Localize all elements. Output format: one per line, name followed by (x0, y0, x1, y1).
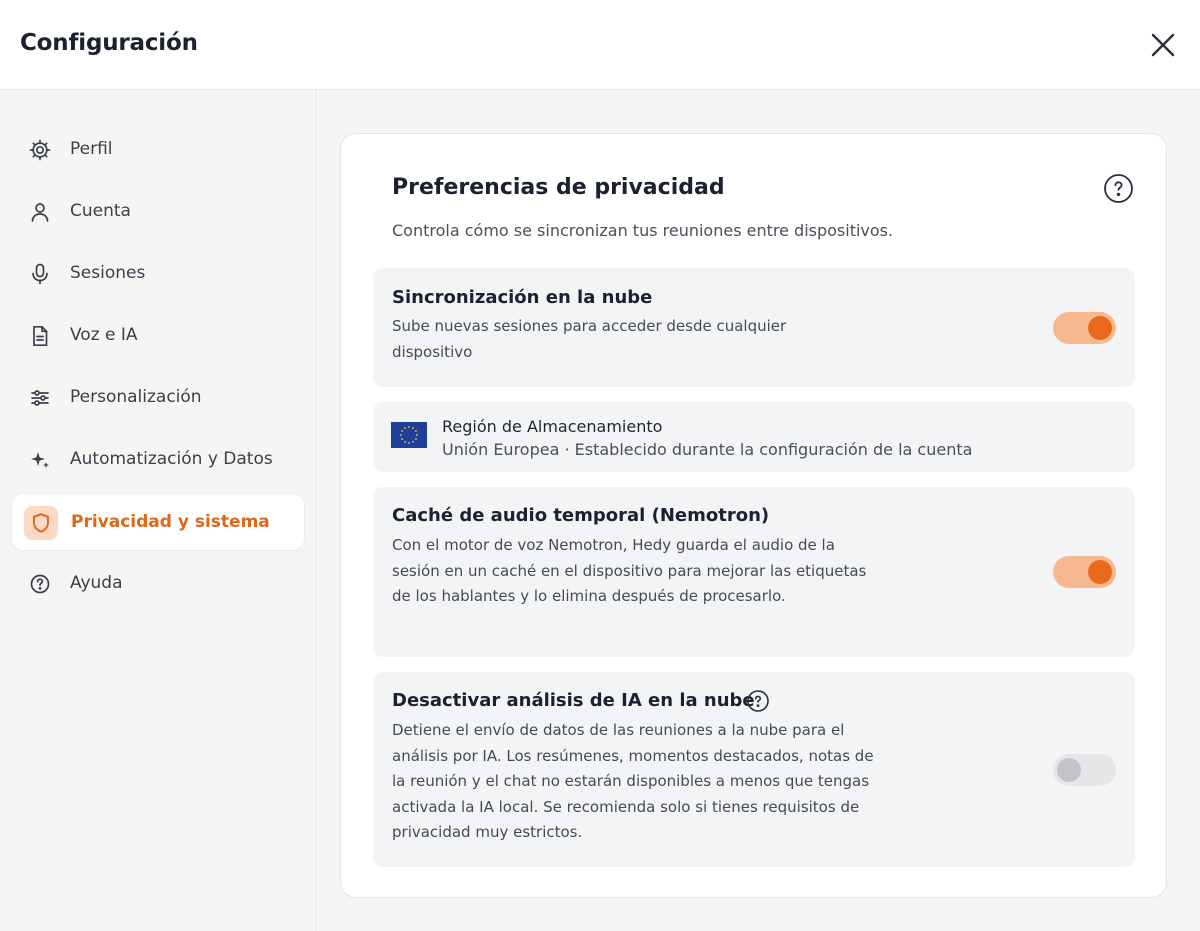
sidebar-item-perfil[interactable] (11, 121, 305, 179)
document-icon (28, 324, 52, 348)
sidebar-item-cuenta[interactable] (11, 183, 305, 241)
help-circle-icon (746, 689, 770, 713)
sidebar-item-label: Ayuda (70, 573, 123, 593)
toggle-knob (1088, 316, 1112, 340)
sidebar-item-voz-e-ia[interactable] (11, 307, 305, 365)
help-button[interactable] (1103, 173, 1134, 204)
sidebar-item-automatizacion-y-datos[interactable] (11, 431, 305, 489)
microphone-icon (28, 262, 52, 286)
disable-cloud-ai-toggle[interactable] (1053, 754, 1116, 786)
toggle-knob (1088, 560, 1112, 584)
help-circle-icon (1103, 173, 1134, 204)
page-title: Configuración (20, 30, 198, 56)
region-title: Región de Almacenamiento (442, 417, 663, 436)
eu-flag-icon (391, 422, 427, 448)
setting-card-cloud-sync (373, 268, 1135, 387)
sidebar-item-label: Voz e IA (70, 325, 138, 345)
setting-card-disable-cloud-ai (373, 672, 1135, 867)
sidebar-item-personalizacion[interactable] (11, 369, 305, 427)
sparkles-icon (28, 448, 52, 472)
header-bar (0, 0, 1200, 90)
sidebar-item-sesiones[interactable] (11, 245, 305, 303)
sidebar-item-label: Privacidad y sistema (71, 512, 270, 532)
shield-icon (29, 511, 53, 535)
cloud-sync-toggle[interactable] (1053, 312, 1116, 344)
region-description: Unión Europea · Establecido durante la configuración de la cuenta (442, 440, 973, 459)
audio-cache-toggle[interactable] (1053, 556, 1116, 588)
sidebar-item-privacidad-y-sistema[interactable] (11, 493, 305, 551)
setting-description: Sube nuevas sesiones para acceder desde cualquier dispositivo (392, 317, 787, 361)
setting-description: Detiene el envío de datos de las reuniones a la nube para el análisis por IA. Los resúmenes, momentos destacados, notas de la reunión y el chat no estarán disponibles a menos que tengas activada la IA local. Se recomienda solo si tienes requisitos de privacidad muy estrictos. (392, 721, 874, 841)
setting-title: Desactivar análisis de IA en la nube (392, 690, 755, 711)
setting-card-audio-cache (373, 487, 1135, 657)
sidebar-item-ayuda[interactable] (11, 555, 305, 613)
close-icon (1148, 30, 1178, 60)
sidebar-item-label: Sesiones (70, 263, 146, 283)
help-button[interactable] (746, 689, 770, 713)
setting-title: Sincronización en la nube (392, 287, 653, 308)
user-icon (28, 200, 52, 224)
toggle-knob (1057, 758, 1081, 782)
close-button[interactable] (1148, 30, 1178, 60)
help-circle-icon (28, 572, 52, 596)
setting-description: Con el motor de voz Nemotron, Hedy guarda el audio de la sesión en un caché en el dispositivo para mejorar las etiquetas de los hablantes y lo elimina después de procesarlo. (392, 536, 867, 605)
sidebar-item-label: Perfil (70, 139, 113, 159)
sidebar-item-label: Cuenta (70, 201, 131, 221)
sidebar-item-label: Personalización (70, 387, 202, 407)
section-subtitle: Controla cómo se sincronizan tus reuniones entre dispositivos. (392, 221, 894, 240)
sliders-icon (28, 386, 52, 410)
gear-icon (28, 138, 52, 162)
storage-region-card (373, 402, 1135, 472)
sidebar-item-label: Automatización y Datos (70, 449, 273, 469)
setting-title: Caché de audio temporal (Nemotron) (392, 505, 770, 526)
section-title: Preferencias de privacidad (392, 175, 725, 200)
